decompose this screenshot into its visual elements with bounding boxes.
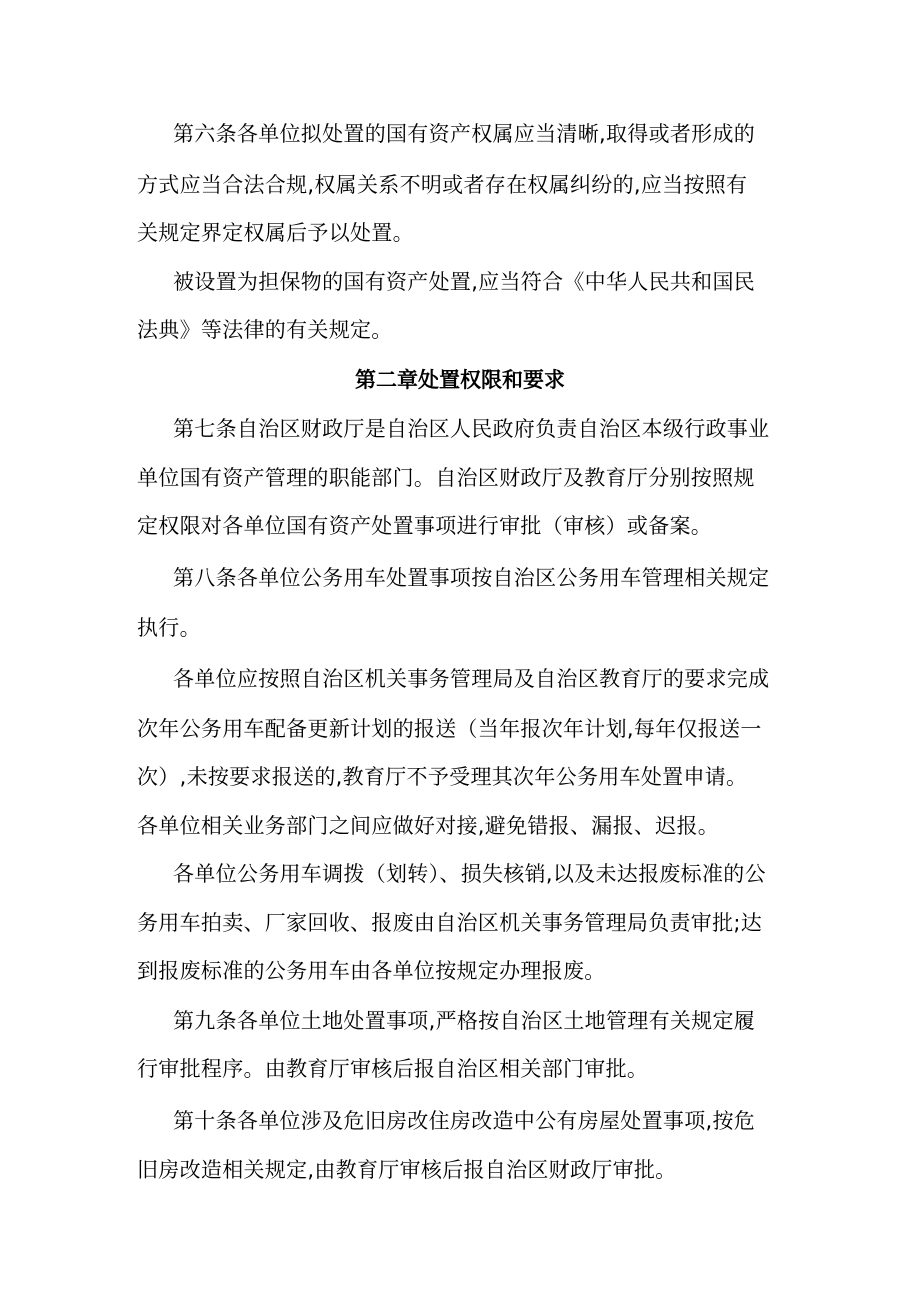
article-6-line-1: 第六条各单位拟处置的国有资产权属应当清晰,取得或者形成的 — [173, 122, 756, 146]
article-6-line-2: 方式应当合法合规,权属关系不明或者存在权属纠纷的,应当按照有 — [137, 173, 748, 197]
article-8-line-2: 执行。 — [137, 616, 201, 640]
article-7-line-1: 第七条自治区财政厅是自治区人民政府负责自治区本级行政事业 — [173, 417, 770, 441]
collateral-line-2: 法典》等法律的有关规定。 — [137, 318, 393, 342]
vehicle-transfer-line-3: 到报废标准的公务用车由各单位按规定办理报废。 — [137, 959, 606, 983]
article-6-line-3: 关规定界定权属后予以处置。 — [137, 221, 414, 245]
vehicle-plan-line-2: 次年公务用车配备更新计划的报送（当年报次年计划,每年仅报送一 — [137, 717, 762, 741]
vehicle-transfer-line-2: 务用车拍卖、厂家回收、报废由自治区机关事务管理局负责审批;达 — [137, 911, 763, 935]
collateral-line-1: 被设置为担保物的国有资产处置,应当符合《中华人民共和国民 — [173, 270, 756, 294]
article-8-line-1: 第八条各单位公务用车处置事项按自治区公务用车管理相关规定 — [173, 566, 770, 590]
article-7-line-2: 单位国有资产管理的职能部门。自治区财政厅及教育厅分别按照规 — [137, 466, 755, 490]
vehicle-transfer-line-1: 各单位公务用车调拨（划转）、损失核销,以及未达报废标准的公 — [173, 862, 766, 886]
vehicle-plan-line-4: 各单位相关业务部门之间应做好对接,避免错报、漏报、迟报。 — [137, 814, 720, 838]
article-7-line-3: 定权限对各单位国有资产处置事项进行审批（审核）或备案。 — [137, 514, 713, 538]
vehicle-plan-line-3: 次）,未按要求报送的,教育厅不予受理其次年公务用车处置申请。 — [137, 765, 748, 789]
chapter-heading: 第二章处置权限和要求 — [355, 368, 565, 392]
article-9-line-2: 行审批程序。由教育厅审核后报自治区相关部门审批。 — [137, 1057, 649, 1081]
article-10-line-2: 旧房改造相关规定,由教育厅审核后报自治区财政厅审批。 — [137, 1158, 677, 1182]
article-10-line-1: 第十条各单位涉及危旧房改住房改造中公有房屋处置事项,按危 — [173, 1109, 756, 1133]
article-9-line-1: 第九条各单位土地处置事项,严格按自治区土地管理有关规定履 — [173, 1009, 756, 1033]
vehicle-plan-line-1: 各单位应按照自治区机关事务管理局及自治区教育厅的要求完成 — [173, 667, 770, 691]
